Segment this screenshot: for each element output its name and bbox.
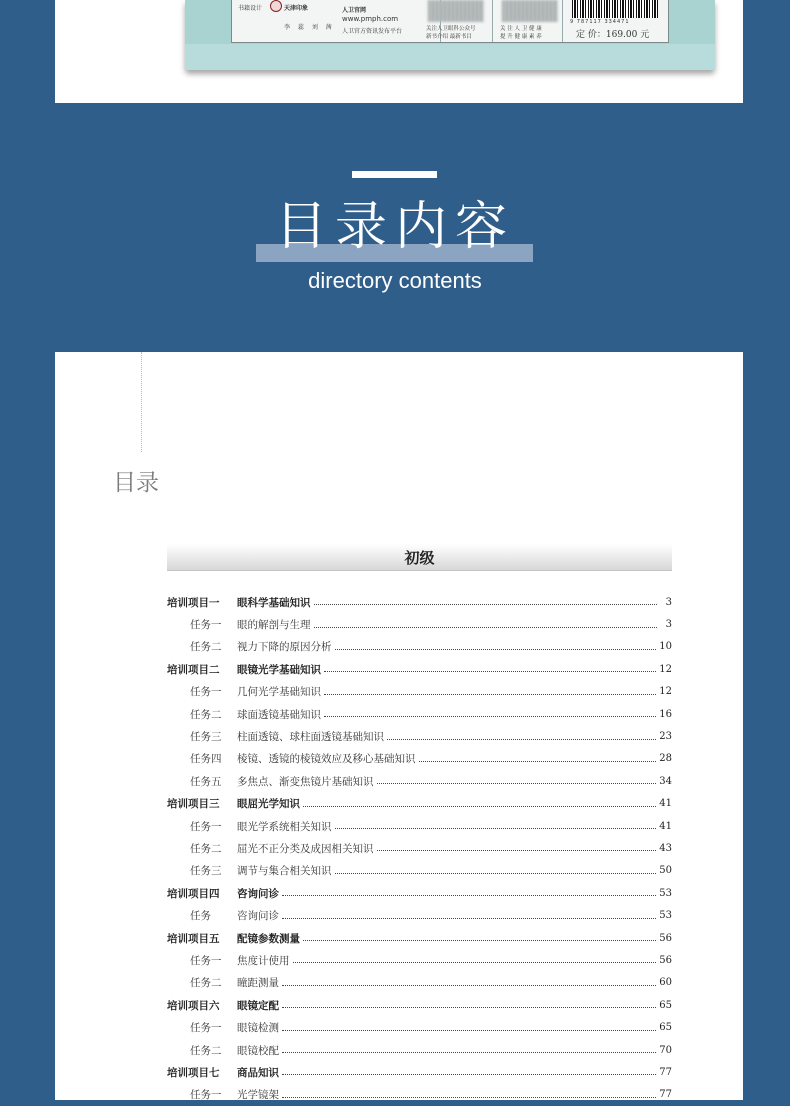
toc-entry-title: 屈光不正分类及成因相关知识: [237, 842, 374, 855]
toc-leader-dots: [419, 760, 657, 762]
section-subtitle: directory contents: [308, 268, 482, 293]
toc-leader-dots: [387, 738, 656, 740]
toc-page-number: 28: [659, 753, 672, 765]
toc-entry-title: 眼屈光学知识: [237, 798, 300, 811]
toc-task-row: [167, 703, 672, 725]
toc-leader-dots: [282, 1029, 656, 1031]
toc-entry-title: 咨询问诊: [237, 910, 279, 923]
toc-leader-dots: [377, 782, 657, 784]
toc-entry-code: 任务一: [190, 954, 222, 967]
fold-line: [141, 352, 142, 452]
toc-entry-title: 眼镜定配: [237, 999, 279, 1012]
toc-task-row: [167, 681, 672, 703]
site-title: 人卫官网: [342, 7, 367, 14]
toc-project-row: [167, 793, 672, 815]
toc-page-number: 65: [659, 999, 672, 1011]
toc-leader-dots: [324, 670, 656, 672]
toc-project-row: [167, 591, 672, 613]
toc-leader-dots: [324, 715, 656, 717]
header-accent-line: [352, 171, 437, 178]
qr-block-2: [496, 0, 563, 42]
isbn-digits: 9 787117 334471: [570, 19, 630, 25]
toc-task-row: [167, 837, 672, 859]
page-label: 目录: [113, 470, 159, 496]
toc-entry-code: 任务: [190, 910, 211, 923]
toc-entry-code: 培训项目一: [167, 596, 220, 609]
toc-entry-title: 咨询问诊: [237, 887, 279, 900]
toc-page-number: 12: [659, 686, 672, 698]
toc-project-row: [167, 1061, 672, 1083]
toc-leader-dots: [335, 648, 657, 650]
toc-entry-title: 几何光学基础知识: [237, 686, 321, 699]
toc-leader-dots: [314, 603, 658, 605]
toc-entry-title: 柱面透镜、球柱面透镜基础知识: [237, 731, 384, 744]
toc-task-row: [167, 636, 672, 658]
toc-entry-title: 商品知识: [237, 1066, 279, 1079]
toc-leader-dots: [293, 961, 657, 963]
toc-task-row: [167, 1016, 672, 1038]
toc-entry-title: 眼镜检测: [237, 1022, 279, 1035]
toc-project-row: [167, 658, 672, 680]
toc-page-number: 16: [659, 708, 672, 720]
toc-entry-code: 任务五: [190, 775, 222, 788]
level-heading: [167, 544, 672, 571]
toc-entry-code: 培训项目七: [167, 1066, 220, 1079]
toc-entry-title: 瞳距测量: [237, 977, 279, 990]
publisher-line: 天津印象: [284, 5, 309, 12]
site-url: www.pmph.com: [342, 15, 399, 23]
book-back-card: [55, 0, 743, 103]
toc-page-number: 65: [659, 1022, 672, 1034]
toc-entry-title: 眼科学基础知识: [237, 596, 311, 609]
toc-entry-title: 眼镜校配: [237, 1044, 279, 1057]
toc-task-row: [167, 1039, 672, 1061]
toc-entry-code: 任务一: [190, 820, 222, 833]
toc-entry-code: 任务一: [190, 686, 222, 699]
qr-code-icon: [428, 0, 484, 22]
toc-entry-title: 多焦点、渐变焦镜片基础知识: [237, 775, 374, 788]
toc-page-number: 56: [659, 954, 672, 966]
toc-entry-title: 眼光学系统相关知识: [237, 820, 332, 833]
designer-names: 李 蕊 刘 茜: [284, 24, 335, 31]
toc-page: [55, 352, 743, 1100]
toc-task-row: [167, 972, 672, 994]
toc-page-number: 43: [659, 842, 672, 854]
toc-leader-dots: [303, 939, 656, 941]
toc-entry-code: 培训项目六: [167, 999, 220, 1012]
barcode-icon: [572, 0, 658, 18]
toc-page-number: 23: [659, 731, 672, 743]
barcode-block: [566, 0, 666, 42]
toc-entry-code: 任务一: [190, 619, 222, 632]
toc-page-number: 60: [659, 977, 672, 989]
toc-entry-code: 任务三: [190, 865, 222, 878]
toc-leader-dots: [282, 894, 656, 896]
toc-leader-dots: [282, 1051, 656, 1053]
qr-block-1: [422, 0, 493, 42]
toc-project-row: [167, 927, 672, 949]
toc-task-row: [167, 949, 672, 971]
section-title: 目录内容: [274, 197, 515, 257]
toc-entry-code: 任务四: [190, 753, 222, 766]
toc-project-row: [167, 882, 672, 904]
toc-entry-code: 培训项目五: [167, 932, 220, 945]
site-desc: 人卫官方资讯发布平台: [342, 28, 403, 35]
toc-leader-dots: [282, 917, 656, 919]
toc-page-number: 50: [659, 865, 672, 877]
toc-entry-code: 任务二: [190, 1044, 222, 1057]
toc-entry-code: 培训项目二: [167, 663, 220, 676]
toc-page-number: 77: [659, 1066, 672, 1078]
qr1-caption-1: 关注人卫眼科公众号: [426, 26, 476, 32]
toc-task-row: [167, 1084, 672, 1106]
toc-leader-dots: [282, 1096, 656, 1098]
toc-task-row: [167, 725, 672, 747]
toc-entry-title: 棱镜、透镜的棱镜效应及移心基础知识: [237, 753, 416, 766]
toc-entry-code: 任务二: [190, 708, 222, 721]
toc-entry-code: 培训项目三: [167, 798, 220, 811]
toc-task-row: [167, 815, 672, 837]
designer-block: [236, 0, 336, 42]
toc-task-row: [167, 860, 672, 882]
toc-entry-code: 任务三: [190, 731, 222, 744]
toc-list: [167, 591, 672, 1106]
toc-leader-dots: [314, 626, 658, 628]
toc-page-number: 10: [659, 641, 672, 653]
toc-page-number: 3: [665, 596, 672, 608]
toc-entry-title: 眼的解剖与生理: [237, 619, 311, 632]
toc-leader-dots: [335, 872, 657, 874]
toc-page-number: 41: [659, 798, 672, 810]
toc-entry-code: 任务一: [190, 1022, 222, 1035]
book-back-label: [231, 0, 669, 43]
toc-task-row: [167, 613, 672, 635]
toc-task-row: [167, 904, 672, 926]
toc-entry-title: 焦度计使用: [237, 954, 290, 967]
toc-page-number: 56: [659, 932, 672, 944]
toc-entry-code: 任务二: [190, 842, 222, 855]
toc-page-number: 53: [659, 910, 672, 922]
designer-line: 书籍设计: [238, 5, 263, 12]
toc-entry-title: 眼镜光学基础知识: [237, 663, 321, 676]
toc-page-number: 3: [665, 619, 672, 631]
toc-entry-title: 调节与集合相关知识: [237, 865, 332, 878]
toc-entry-code: 任务二: [190, 977, 222, 990]
toc-leader-dots: [324, 693, 656, 695]
toc-leader-dots: [282, 1073, 656, 1075]
toc-page-number: 41: [659, 820, 672, 832]
toc-entry-title: 视力下降的原因分析: [237, 641, 332, 654]
seal-icon: [270, 0, 282, 12]
book-price: 定 价：169.00 元: [576, 30, 650, 40]
toc-entry-code: 培训项目四: [167, 887, 220, 900]
toc-entry-code: 任务二: [190, 641, 222, 654]
level-title: 初级: [404, 549, 435, 567]
toc-leader-dots: [377, 849, 657, 851]
toc-page-number: 77: [659, 1089, 672, 1101]
toc-leader-dots: [335, 827, 657, 829]
book-cover-strip: [185, 44, 715, 70]
toc-task-row: [167, 748, 672, 770]
toc-page-number: 53: [659, 887, 672, 899]
toc-entry-code: 任务一: [190, 1089, 222, 1102]
toc-leader-dots: [303, 805, 656, 807]
qr1-caption-2: 新书介绍 最新书目: [426, 34, 472, 40]
toc-project-row: [167, 994, 672, 1016]
qr2-caption-2: 提 升 健 康 素 养: [500, 34, 542, 40]
toc-leader-dots: [282, 984, 656, 986]
toc-entry-title: 配镜参数测量: [237, 932, 300, 945]
toc-entry-title: 球面透镜基础知识: [237, 708, 321, 721]
qr-code-icon: [502, 0, 558, 22]
toc-page-number: 34: [659, 775, 672, 787]
toc-entry-title: 光学镜架: [237, 1089, 279, 1102]
toc-page-number: 70: [659, 1044, 672, 1056]
toc-page-number: 12: [659, 663, 672, 675]
qr2-caption-1: 关 注 人 卫 健 康: [500, 26, 542, 32]
toc-leader-dots: [282, 1006, 656, 1008]
toc-task-row: [167, 770, 672, 792]
